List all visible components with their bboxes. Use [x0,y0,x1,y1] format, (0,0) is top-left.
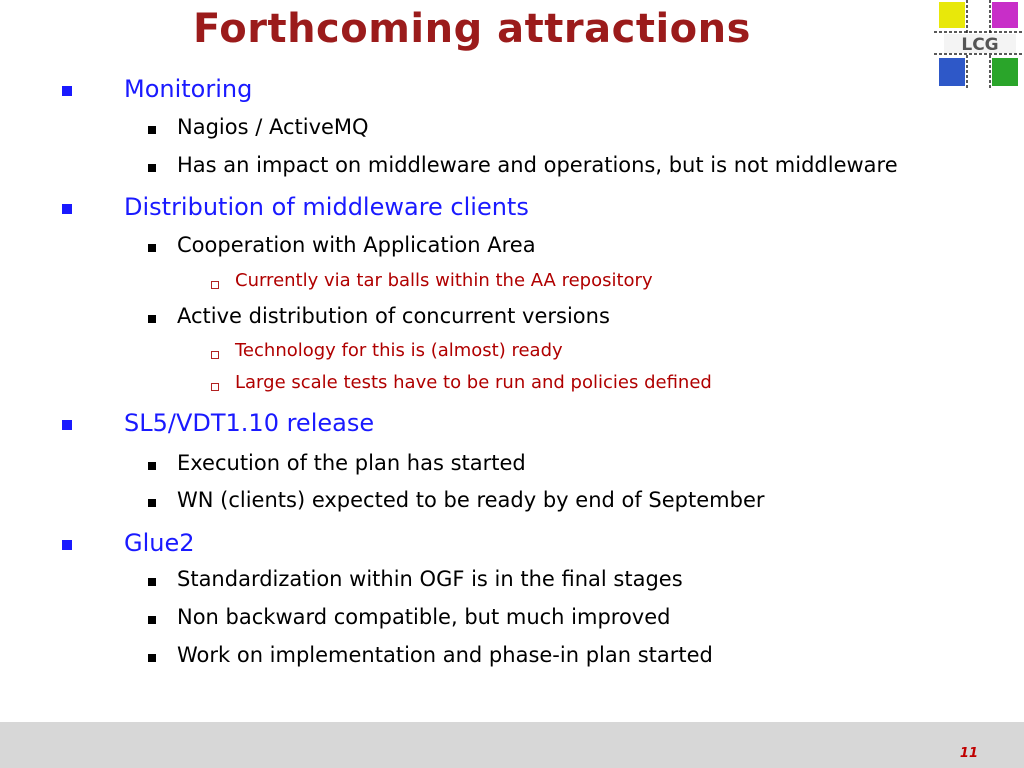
square-bullet-icon [148,616,156,624]
bullet-text: SL5/VDT1.10 release [124,409,375,437]
svg-text:LCG: LCG [961,35,999,55]
bullet-text: Execution of the plan has started [177,451,526,475]
bullet-text: WN (clients) expected to be ready by end of September [177,488,765,512]
square-bullet-icon [148,578,156,586]
square-bullet-icon [148,462,156,470]
lcg-logo [934,0,1024,90]
square-bullet-icon [62,204,72,214]
bullet-text: Nagios / ActiveMQ [177,115,369,139]
square-bullet-icon [148,315,156,323]
slide-title: Forthcoming attractions [193,6,751,52]
square-bullet-icon [148,244,156,252]
square-bullet-icon [148,126,156,134]
bullet-text: Non backward compatible, but much improved [177,605,671,629]
bullet-text: Cooperation with Application Area [177,233,536,257]
square-bullet-icon [148,654,156,662]
hollow-square-bullet-icon [211,351,219,359]
bullet-text: Work on implementation and phase-in plan started [177,643,713,667]
bullet-text: Standardization within OGF is in the final stages [177,567,683,591]
square-bullet-icon [62,540,72,550]
bullet-text: Large scale tests have to be run and policies defined [235,372,712,393]
square-bullet-icon [62,420,72,430]
bullet-text: Technology for this is (almost) ready [235,340,563,361]
hollow-square-bullet-icon [211,383,219,391]
square-bullet-icon [62,86,72,96]
bullet-text: Active distribution of concurrent versions [177,304,610,328]
bullet-text: Currently via tar balls within the AA repository [235,270,653,291]
bullet-text: Glue2 [124,529,195,557]
footer-bar [0,722,1024,768]
page-number: 11 [959,746,978,761]
bullet-text: Has an impact on middleware and operations, but is not middleware [177,153,898,177]
bullet-text: Distribution of middleware clients [124,193,529,221]
hollow-square-bullet-icon [211,281,219,289]
square-bullet-icon [148,164,156,172]
bullet-text: Monitoring [124,75,253,103]
square-bullet-icon [148,499,156,507]
